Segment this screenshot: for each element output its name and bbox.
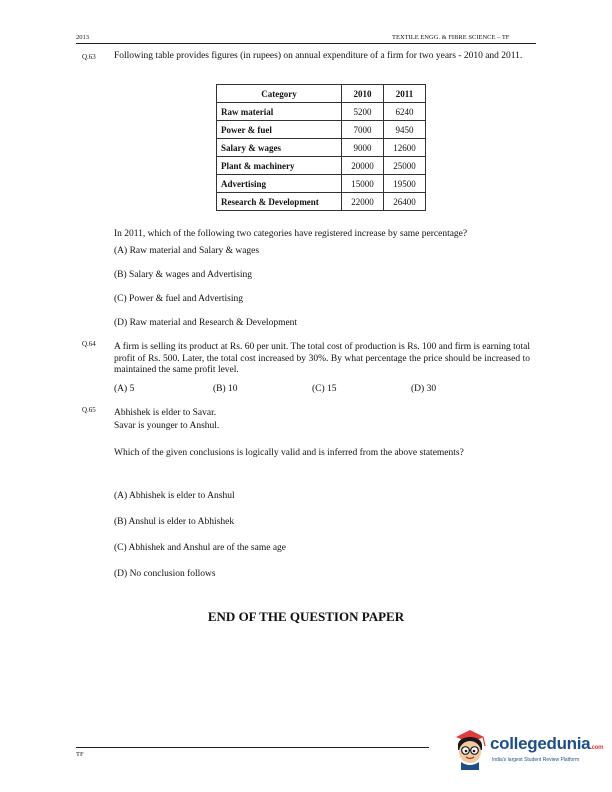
logo-name-main: collegedunia	[490, 734, 591, 753]
q64-option-d: (D) 30	[411, 384, 437, 394]
header-year: 2013	[76, 34, 89, 41]
logo-wordmark	[490, 734, 603, 754]
table-row	[217, 139, 426, 157]
q63-option-d: (D) Raw material and Research & Development	[114, 318, 298, 328]
q63-option-c: (C) Power & fuel and Advertising	[114, 294, 244, 304]
table-header-row	[217, 85, 426, 103]
table-row	[217, 193, 426, 211]
q63-intro: Following table provides figures (in rupees) on annual expenditure of a firm for two years - 2010 and 2011.	[114, 51, 523, 61]
row-2011: 19500	[384, 175, 426, 193]
q65-option-b: (B) Anshul is elder to Abhishek	[114, 517, 235, 527]
q64-option-a: (A) 5	[114, 384, 135, 394]
q64-option-b: (B) 10	[213, 384, 238, 394]
collegedunia-logo[interactable]	[452, 726, 602, 772]
q65-option-a: (A) Abhishek is elder to Anshul	[114, 491, 235, 501]
table-row	[217, 103, 426, 121]
header-rule	[76, 43, 536, 44]
row-2011: 9450	[384, 121, 426, 139]
row-category: Power & fuel	[217, 121, 342, 139]
q63-option-a: (A) Raw material and Salary & wages	[114, 246, 260, 256]
row-2010: 22000	[342, 193, 384, 211]
q65-number: Q.65	[82, 406, 96, 414]
q64-number: Q.64	[82, 340, 96, 348]
q65-statement-1: Abhishek is elder to Savar.	[114, 408, 217, 418]
q65-question: Which of the given conclusions is logically valid and is inferred from the above statements?	[114, 448, 464, 458]
row-2010: 20000	[342, 157, 384, 175]
row-2011: 6240	[384, 103, 426, 121]
header-2011: 2011	[384, 85, 426, 103]
header-category: Category	[217, 85, 342, 103]
mascot-icon	[452, 728, 492, 770]
q65-statement-2: Savar is younger to Anshul.	[114, 421, 220, 431]
header-2010: 2010	[342, 85, 384, 103]
logo-name-suffix: .com	[590, 745, 604, 751]
q63-option-b: (B) Salary & wages and Advertising	[114, 270, 252, 280]
q65-option-d: (D) No conclusion follows	[114, 569, 216, 579]
row-category: Advertising	[217, 175, 342, 193]
row-2010: 15000	[342, 175, 384, 193]
row-2011: 12600	[384, 139, 426, 157]
row-2011: 25000	[384, 157, 426, 175]
expenditure-table	[216, 84, 426, 211]
logo-tagline: India's largest Student Review Platform	[492, 757, 580, 763]
footer-rule	[76, 747, 429, 748]
q64-option-c: (C) 15	[312, 384, 337, 394]
end-of-paper-title: END OF THE QUESTION PAPER	[207, 609, 405, 624]
row-category: Research & Development	[217, 193, 342, 211]
row-category: Plant & machinery	[217, 157, 342, 175]
row-category: Raw material	[217, 103, 342, 121]
q64-text: A firm is selling its product at Rs. 60 per unit. The total cost of production is Rs. 100 and firm is earning total profit of Rs. 500. Later, the total cost increased by 30%. By what percentage the price should be increased to maintained the same profit level.	[114, 342, 530, 375]
row-2010: 7000	[342, 121, 384, 139]
table-row	[217, 157, 426, 175]
row-2010: 5200	[342, 103, 384, 121]
q65-option-c: (C) Abhishek and Anshul are of the same age	[114, 543, 287, 553]
table-row	[217, 121, 426, 139]
row-2011: 26400	[384, 193, 426, 211]
footer-code: TF	[76, 751, 84, 758]
row-category: Salary & wages	[217, 139, 342, 157]
q63-question: In 2011, which of the following two categories have registered increase by same percentage?	[114, 229, 468, 239]
table-row	[217, 175, 426, 193]
q63-number: Q.63	[82, 53, 96, 61]
header-paper: TEXTILE ENGG. & FIBRE SCIENCE – TF	[392, 34, 510, 41]
row-2010: 9000	[342, 139, 384, 157]
